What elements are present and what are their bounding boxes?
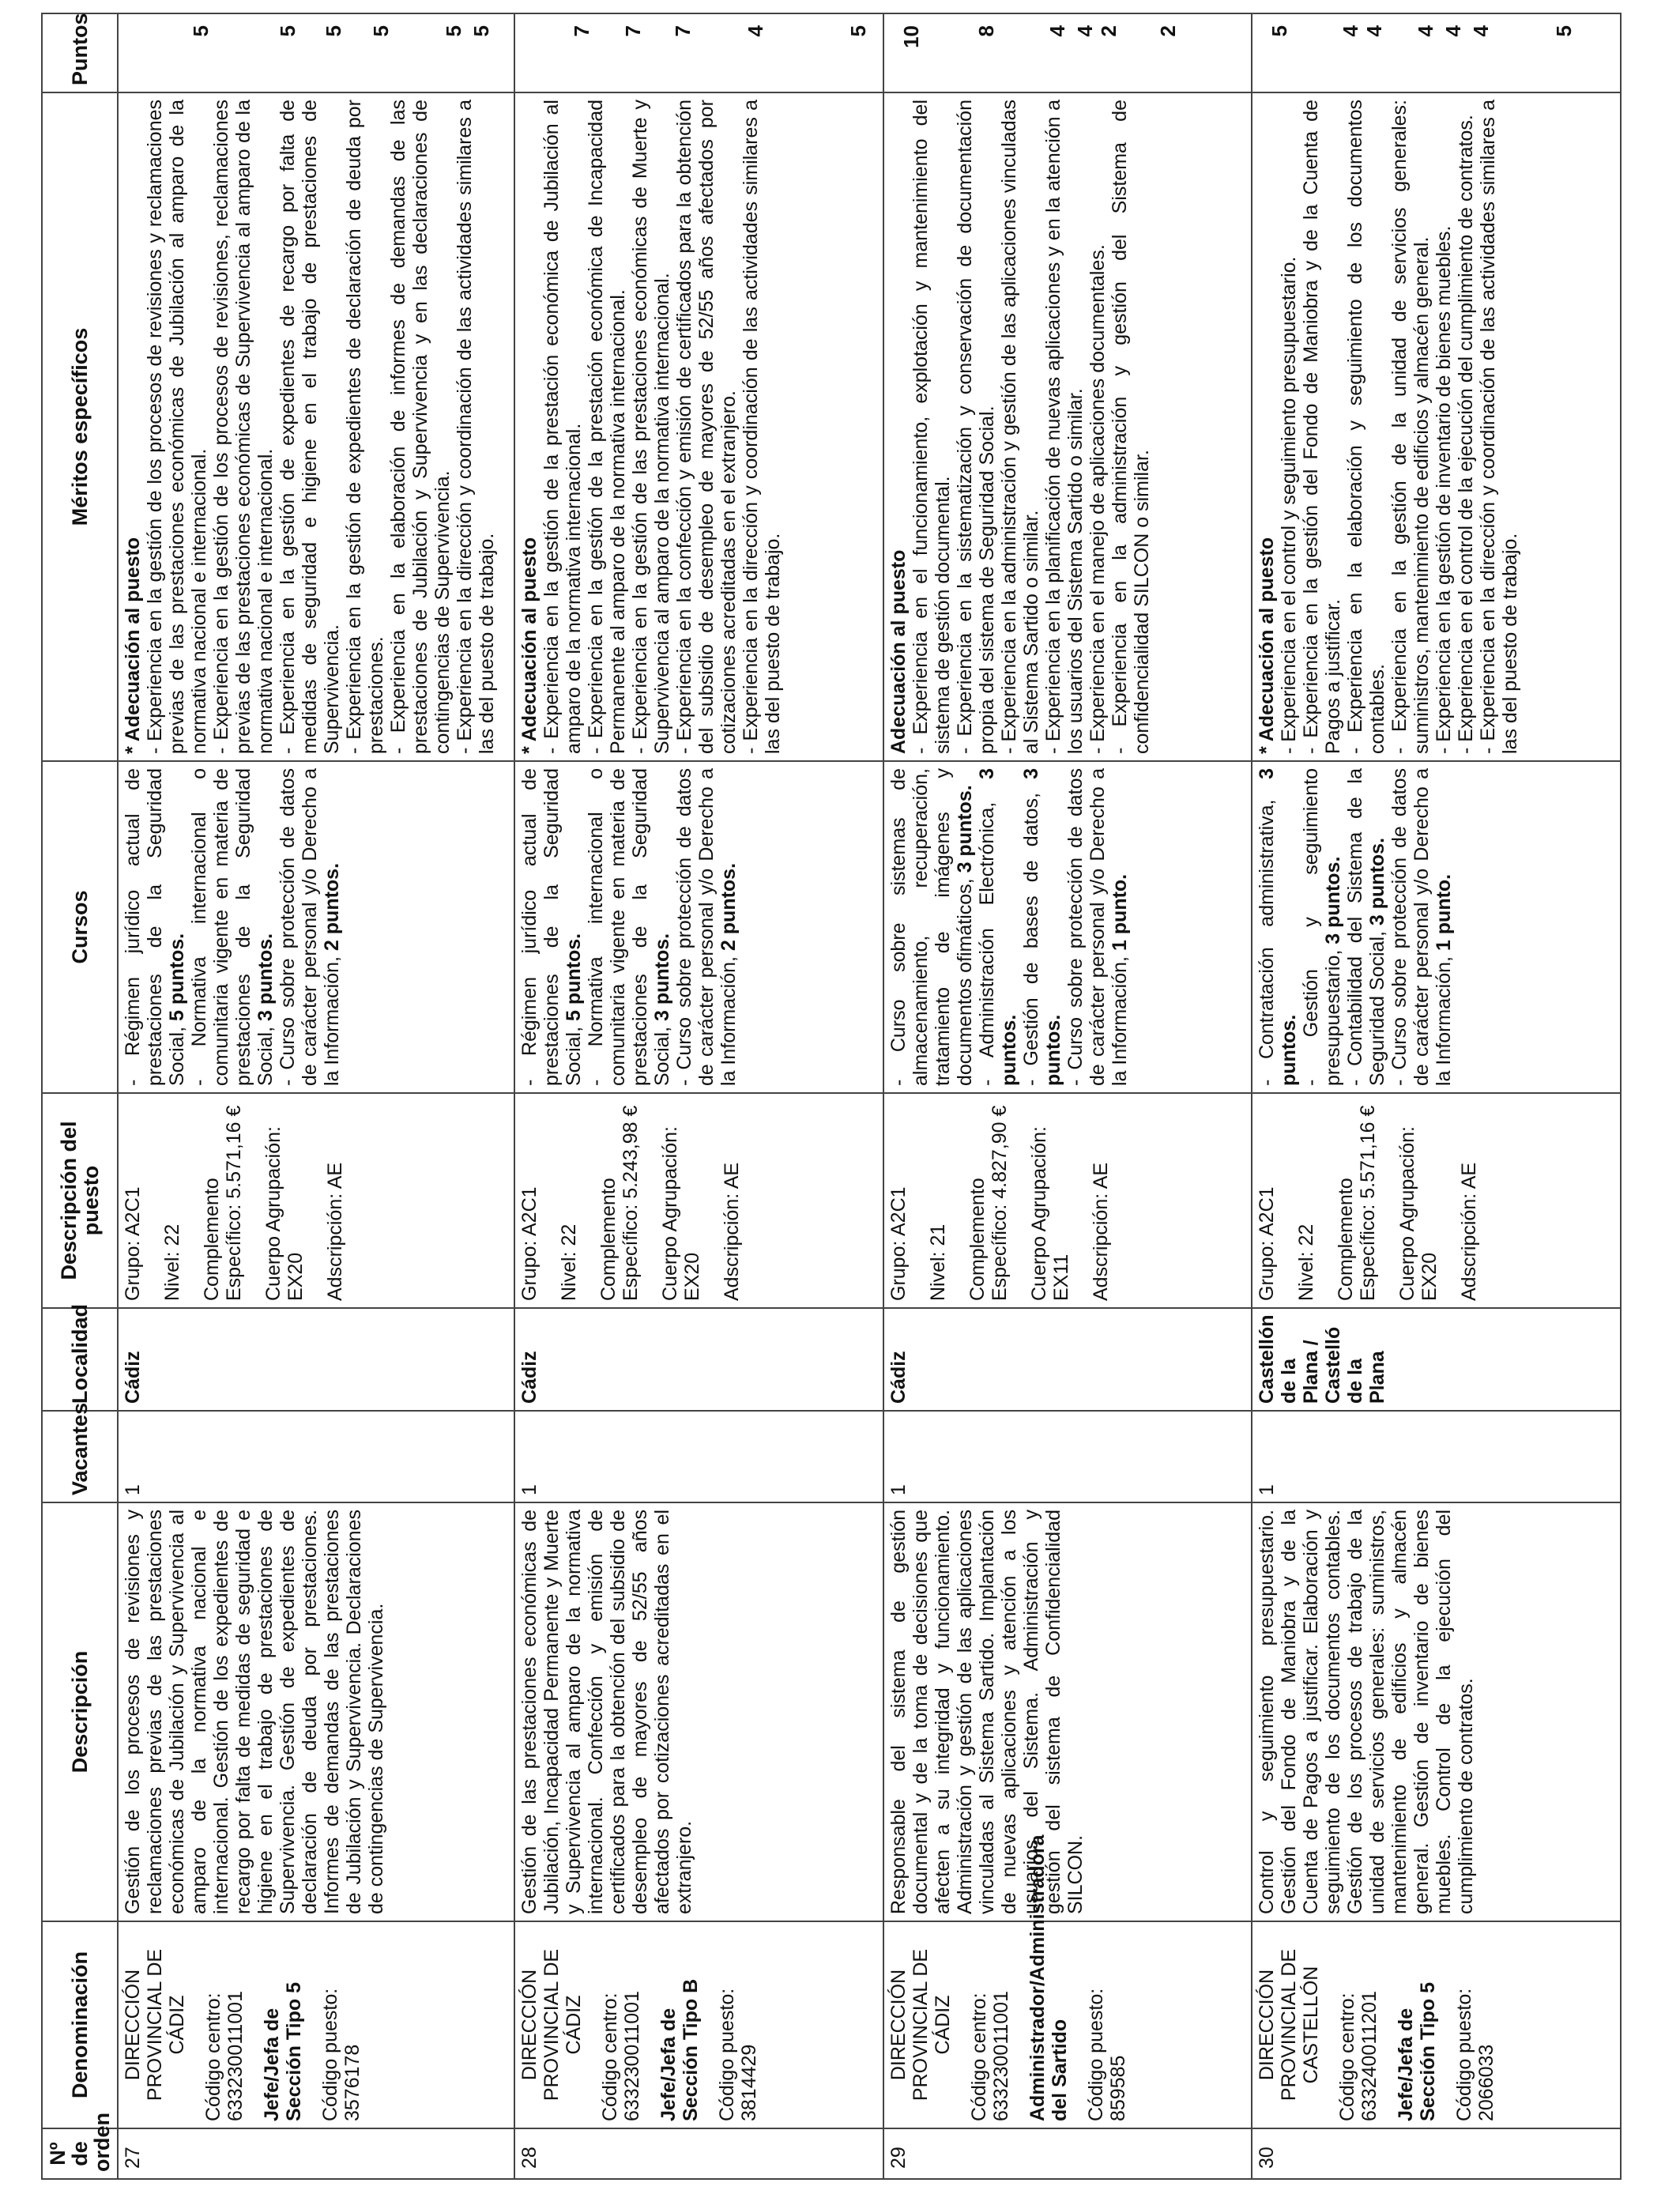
denominacion-cell [118,1921,514,2128]
codigo-puesto: Código puesto: 3814429 [715,1988,760,2121]
merito-item: - Experiencia en la gestión de inventario de bienes muebles. [1433,225,1456,754]
merito-item: - Experiencia en el manejo de aplicaciones documentales. [1086,244,1109,754]
puntos-value: 5 [1552,25,1576,37]
merito-item: - Experiencia en la gestión de la unidad de servicios generales: suministros, mantenimiento de edificios y almacén general. [1388,100,1433,754]
merito-item: - Experiencia en la elaboración de informes de demandas de las prestaciones de Jubilación y Supervivencia y en las declaraciones de contingencias de Supervivencia. [387,100,454,754]
puntos-value: 4 [1414,25,1438,37]
cursos-cell [514,761,883,1093]
curso-points: 3 puntos. [650,933,673,1022]
row-number: 27 [118,2128,514,2179]
adscripcion: Adscripción: AE [1458,1162,1481,1301]
localidad-cell: Cádiz [514,1308,883,1411]
puntos-value: 5 [369,25,393,37]
curso-item [277,768,343,1086]
curso-text: - Curso sobre protección de datos de carácter personal y/o Derecho a la Información, [1064,768,1131,1086]
puntos-value: 4 [1362,25,1387,37]
curso-text: - Régimen jurídico actual de prestaciones de la Seguridad Social, [518,768,585,1086]
complemento-especifico: Complemento Específico: 5.571,16 € [201,1105,245,1301]
puntos-cell [118,13,514,92]
vacantes-cell: 1 [118,1411,514,1502]
position-title: Jefe/Jefa de Sección Tipo 5 [1395,1982,1440,2121]
job-positions-table [41,13,1622,2180]
descripcion-puesto-cell [1252,1093,1621,1308]
table-row [883,13,1252,2179]
curso-item [976,768,1020,1086]
curso-text: - Contabilidad del Sistema de la Seguridad Social, [1344,768,1389,1086]
merito-item: - Experiencia en la gestión de expedientes de recargo por falta de medidas de seguridad e higiene en el trabajo de prestaciones de Supervivencia. [277,100,343,754]
descripcion-cell: Gestión de las prestaciones económicas de Jubilación, Incapacidad Permanente y Muerte y Supervivencia al amparo de la normativa internacional. Confección y emisión de certificados para la obtención del subsidio de desempleo de mayores de 52/55 años afectados por cotizaciones acreditadas en el extranjero. [514,1502,883,1921]
curso-points: 1 punto. [1433,873,1456,952]
complemento-especifico: Complemento Específico: 5.243,98 € [597,1105,642,1301]
curso-item [188,768,277,1086]
merito-item: - Experiencia en la gestión de los procesos de revisiones y reclamaciones previas de las prestaciones económicas de Jubilación al amparo de la normativa nacional e internacional. [144,100,210,754]
codigo-centro: Código centro: 633230011001 [598,1991,643,2121]
cuerpo-agrupacion: Cuerpo Agrupación: EX11 [1027,1126,1072,1301]
table-row [118,13,514,2179]
merito-item: - Experiencia en la dirección y coordinación de las actividades similares a las del puesto de trabajo. [739,100,784,754]
meritos-cell [118,92,514,761]
grupo: Grupo: A2C1 [122,1186,144,1301]
vacantes-cell: 1 [514,1411,883,1502]
merito-item: - Experiencia en la planificación de nuevas aplicaciones y en la atención a los usuarios del Sistema Sartido o similar. [1042,100,1087,754]
cuerpo-agrupacion: Cuerpo Agrupación: EX20 [658,1126,703,1301]
header-meritos: Méritos específicos [42,92,118,761]
curso-item [887,768,976,1086]
puntos-cell [1252,13,1621,92]
puntos-value: 8 [974,25,998,37]
descripcion-puesto-cell [514,1093,883,1308]
nivel: Nivel: 22 [557,1223,580,1301]
curso-item [122,768,188,1086]
complemento-especifico: Complemento Específico: 4.827,90 € [966,1105,1011,1301]
curso-points: 5 puntos. [562,933,585,1022]
puntos-value: 4 [743,25,767,37]
puntos-value: 10 [898,25,923,48]
merito-item: - Experiencia en la gestión de la prestación económica de Incapacidad Permanente al amparo de la normativa internacional. [584,100,629,754]
localidad-cell: Cádiz [883,1308,1252,1411]
curso-item [673,768,740,1086]
row-number: 30 [1252,2128,1621,2179]
codigo-puesto: Código puesto: 3576178 [319,1988,363,2121]
denominacion-cell [883,1834,1252,2128]
row-number: 29 [883,2128,1252,2179]
curso-points: 2 puntos. [321,862,343,952]
table-row [1252,13,1621,2179]
denominacion-cell [514,1921,883,2128]
meritos-cell [1252,92,1621,761]
denominacion-unit: DIRECCIÓN PROVINCIAL DE CÁDIZ [887,1948,954,2102]
curso-text: - Curso sobre protección de datos de carácter personal y/o Derecho a la Información, [672,768,740,1086]
puntos-value: 7 [670,25,695,37]
puntos-value: 5 [846,25,870,37]
curso-points: 3 puntos. [1019,768,1064,1086]
cursos-cell [118,761,514,1093]
puntos-value: 4 [1469,25,1494,37]
curso-points: 3 puntos. [1256,768,1301,1086]
puntos-value: 5 [1268,25,1292,37]
merito-item: - Experiencia en la elaboración y seguimiento de los documentos contables. [1344,100,1389,754]
curso-text: - Administración Electrónica, [975,778,998,1086]
adscripcion: Adscripción: AE [1089,1162,1112,1301]
descripcion-cell: Responsable del sistema de gestión documental y de la toma de decisiones que afecten a su integridad y funcionamiento. Administración y gestión de las aplicaciones vinculadas al Sistema Sartido. Implantación de nuevas aplicaciones y atención a los usuarios del Sistema. Administración y gestión del sistema de Confidencialidad SILCON. [883,1502,1252,1921]
curso-points: 3 puntos. [1366,837,1389,926]
cuerpo-agrupacion: Cuerpo Agrupación: EX20 [1396,1126,1441,1301]
denominacion-unit: DIRECCIÓN PROVINCIAL DE CÁDIZ [518,1948,585,2102]
curso-text: - Normativa internacional o comunitaria vigente en materia de prestaciones de la Seguridad Social, [188,768,277,1086]
grupo: Grupo: A2C1 [1256,1186,1279,1301]
meritos-cell [514,92,883,761]
curso-text: - Gestión y seguimiento presupuestario, [1300,768,1345,1086]
puntos-value: 4 [1339,25,1363,37]
puntos-value: 4 [1072,25,1097,37]
meritos-title: * Adecuación al puesto [518,537,541,754]
descripcion-puesto-cell [883,1093,1252,1308]
meritos-title: * Adecuación al puesto [122,537,144,754]
merito-item: - Experiencia en la gestión de los procesos de revisiones, reclamaciones previas de las prestaciones económicas de Supervivencia al amparo de la normativa nacional e internacional. [210,100,277,754]
curso-item [1064,768,1131,1086]
grupo: Grupo: A2C1 [518,1186,541,1301]
cuerpo-agrupacion: Cuerpo Agrupación: EX20 [262,1126,307,1301]
curso-text: - Régimen jurídico actual de prestaciones de la Seguridad Social, [122,768,188,1086]
header-descripcion: Descripción [42,1502,118,1921]
descripcion-puesto-cell [118,1093,514,1308]
nivel: Nivel: 22 [161,1223,183,1301]
header-denominacion: Denominación [42,1921,118,2128]
descripcion-cell: Control y seguimiento presupuestario. Gestión del Fondo de Maniobra y de la Cuenta de Pagos a justificar. Elaboración y seguimiento de los documentos contables. Gestión de los procesos de trabajo de la unidad de servicios generales: suministros, mantenimiento de edificios y almacén general. Gestión de inventario de bienes muebles. Control de la ejecución del cumplimiento de contratos. [1252,1502,1621,1921]
cursos-cell [1252,761,1621,1093]
curso-item [1388,768,1455,1086]
curso-points: 3 puntos. [953,785,976,873]
curso-text: - Normativa internacional o comunitaria vigente en materia de prestaciones de la Seguridad Social, [584,768,673,1086]
curso-item [585,768,673,1086]
header-puntos: Puntos [42,13,118,92]
nivel: Nivel: 22 [1295,1223,1318,1301]
cursos-cell [883,761,1252,1093]
puntos-value: 2 [1155,25,1180,37]
row-number: 28 [514,2128,883,2179]
header-vacantes: Vacantes [42,1411,118,1502]
codigo-centro: Código centro: 633240011201 [1336,1991,1381,2121]
table-header-row [42,13,118,2179]
position-title: Jefe/Jefa de Sección Tipo B [657,1978,702,2121]
merito-item: - Experiencia en la administración y gestión de las aplicaciones vinculadas al Sistema Sartido o similar. [997,100,1042,754]
localidad-cell: Cádiz [118,1308,514,1411]
curso-item [1256,768,1300,1086]
puntos-value: 5 [469,25,493,37]
adscripcion: Adscripción: AE [720,1162,743,1301]
puntos-value: 4 [1045,25,1069,37]
merito-item: - Experiencia en la confección y emisión de certificados para la obtención del subsidio de desempleo de mayores de 52/55 años afectados por cotizaciones acreditadas en el extranjero. [672,100,740,754]
header-desc-puesto: Descripción del puesto [42,1093,118,1308]
merito-item: - Experiencia en la administración y gestión del Sistema de confidencialidad SILCON o similar. [1108,100,1153,754]
codigo-centro: Código centro: 633230011001 [202,1991,247,2121]
merito-item: - Experiencia en la gestión de la prestación económica de Jubilación al amparo de la normativa internacional. [540,100,585,754]
curso-item [1020,768,1064,1086]
merito-item: - Experiencia en la gestión del Fondo de Maniobra y de la Cuenta de Pagos a justificar. [1300,100,1345,754]
localidad-cell: Castellón de la Plana / Castelló de la Plana [1252,1308,1621,1411]
header-cursos: Cursos [42,761,118,1093]
puntos-cell [514,13,883,92]
header-num: Nº de orden [42,2128,118,2179]
merito-item: - Experiencia en el control y seguimiento presupuestario. [1278,256,1301,754]
vacantes-cell: 1 [883,1411,1252,1502]
merito-item: - Experiencia en la dirección y coordinación de las actividades similares a las del puesto de trabajo. [1477,100,1522,754]
vacantes-cell: 1 [1252,1411,1621,1502]
codigo-centro: Código centro: 633230011001 [967,1991,1012,2121]
meritos-title: Adecuación al puesto [887,549,910,754]
denominacion-unit: DIRECCIÓN PROVINCIAL DE CÁDIZ [122,1948,188,2102]
curso-points: 2 puntos. [717,862,740,952]
merito-item: - Experiencia en la dirección y coordinación de las actividades similares a las del puesto de trabajo. [454,100,498,754]
denominacion-unit: DIRECCIÓN PROVINCIAL DE CASTELLÓN [1256,1948,1323,2102]
nivel: Nivel: 21 [926,1223,949,1301]
meritos-cell [883,92,1252,761]
merito-item: - Experiencia en el funcionamiento, explotación y mantenimiento del sistema de gestión documental. [909,100,954,754]
curso-text: - Contratación administrativa, [1256,778,1279,1086]
curso-item [518,768,585,1086]
adscripcion: Adscripción: AE [324,1162,346,1301]
descripcion-cell: Gestión de los procesos de revisiones y reclamaciones previas de las prestaciones económicas de Jubilación y Supervivencia al amparo de la normativa nacional e internacional. Gestión de los expedientes de recargo por falta de medidas de seguridad e higiene en el trabajo de prestaciones de Supervivencia. Gestión de expedientes de declaración de deuda por prestaciones. Informes de demandas de las prestaciones de Jubilación y Supervivencia. Declaraciones de contingencias de Supervivencia. [118,1502,514,1921]
curso-text: - Curso sobre protección de datos de carácter personal y/o Derecho a la Información, [1388,768,1456,1086]
rotated-page [41,14,1622,2180]
curso-points: 1 punto. [1108,873,1131,952]
table-row [514,13,883,2179]
grupo: Grupo: A2C1 [887,1186,910,1301]
curso-item [1344,768,1388,1086]
curso-points: 5 puntos. [166,933,188,1022]
merito-item: - Experiencia en el control de la ejecución del cumplimiento de contratos. [1455,115,1478,754]
curso-text: - Curso sobre sistemas de almacenamiento, recuperación, tratamiento de imágenes y documentos ofimáticos, [887,768,976,1086]
curso-text: - Gestión de bases de datos, [1019,778,1042,1086]
curso-points: 3 puntos. [254,933,277,1022]
puntos-value: 5 [322,25,345,37]
header-localidad: Localidad [42,1308,118,1411]
codigo-puesto: Código puesto: 2066033 [1453,1988,1498,2121]
puntos-value: 5 [276,25,299,37]
curso-points: 3 puntos. [975,768,1020,1086]
meritos-title: * Adecuación al puesto [1256,537,1279,754]
position-title: Administrador/Administradora del Sartido [1026,1834,1071,2121]
puntos-value: 7 [620,25,645,37]
merito-item: - Experiencia en la gestión de las prestaciones económicas de Muerte y Supervivencia al amparo de la normativa internacional. [628,100,673,754]
puntos-value: 4 [1441,25,1466,37]
curso-text: - Curso sobre protección de datos de carácter personal y/o Derecho a la Información, [277,768,343,1086]
puntos-value: 2 [1096,25,1121,37]
puntos-value: 7 [569,25,593,37]
puntos-value: 5 [189,25,213,37]
puntos-cell [883,13,1252,92]
denominacion-cell [1252,1921,1621,2128]
complemento-especifico: Complemento Específico: 5.571,16 € [1335,1105,1380,1301]
puntos-value: 5 [442,25,465,37]
curso-points: 3 puntos. [1322,856,1345,944]
position-title: Jefe/Jefa de Sección Tipo 5 [261,1982,305,2121]
table-body [118,13,1621,2179]
merito-item: - Experiencia en la sistematización y conservación de documentación propia del sistema de Seguridad Social. [953,100,998,754]
codigo-puesto: Código puesto: 859585 [1084,1988,1129,2121]
curso-item [1300,768,1344,1086]
merito-item: - Experiencia en la gestión de expedientes de declaración de deuda por prestaciones. [343,100,387,754]
